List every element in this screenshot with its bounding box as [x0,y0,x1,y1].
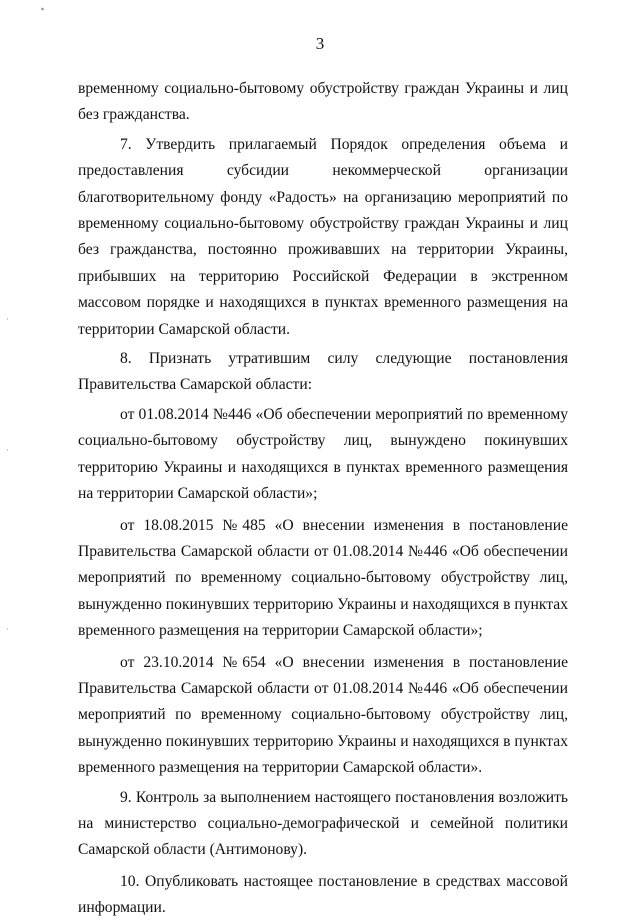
paragraph-item-10: 10. Опубликовать настоящее постановление в средствах массовой информации. [78,872,568,917]
paragraph-item-9: 9. Контроль за выполнением настоящего постановления возложить на министерство социально-демографической и семейной политики Самарской области (Антимонову). [78,788,568,859]
paragraph-repeal-654: от 23.10.2014 №654 «О внесении изменения в постановление Правительства Самарской области от 01.08.2014 №446 «Об обеспечении мероприятий по временному социально-бытовому обустройству лиц, вынужденно покинувших территорию Украины и находящихся в пунктах временного размещения на территории Самарской области». [78,653,568,777]
page-number: 3 [315,34,325,53]
paragraph-item-8: 8. Признать утратившим силу следующие постановления Правительства Самарской области: [78,350,568,394]
document-body [78,76,568,922]
paragraph-continuation: временному социально-бытовому обустройству граждан Украины и лиц без гражданства. [78,80,568,124]
paragraph-item-7: 7. Утвердить прилагаемый Порядок определения объема и предоставления субсидии некоммерческой организации благотворительному фонду «Радость» на организацию мероприятий по временному социально-бытовому обустройству граждан Украины и лиц без гражданства, постоянно проживавших на территории Украины, прибывших на территорию Российской Федерации в экстренном массовом порядке и находящихся в пунктах временного размещения на территории Самарской области. [78,135,568,338]
scan-mark [7,628,8,630]
scan-mark [7,449,8,451]
scan-mark [41,7,45,10]
paragraph-repeal-485: от 18.08.2015 №485 «О внесении изменения в постановление Правительства Самарской области от 01.08.2014 №446 «Об обеспечении мероприятий по временному социально-бытовому обустройству лиц, вынужденно покинувших территорию Украины и находящихся в пунктах временного размещения на территории Самарской области»; [78,516,568,640]
scan-mark [7,318,8,320]
paragraph-repeal-446: от 01.08.2014 №446 «Об обеспечении мероприятий по временному социально-бытовому обустройству лиц, вынуждено покинувших территорию Украины и находящихся в пунктах временного размещения на территории Самарской области»; [78,405,568,503]
